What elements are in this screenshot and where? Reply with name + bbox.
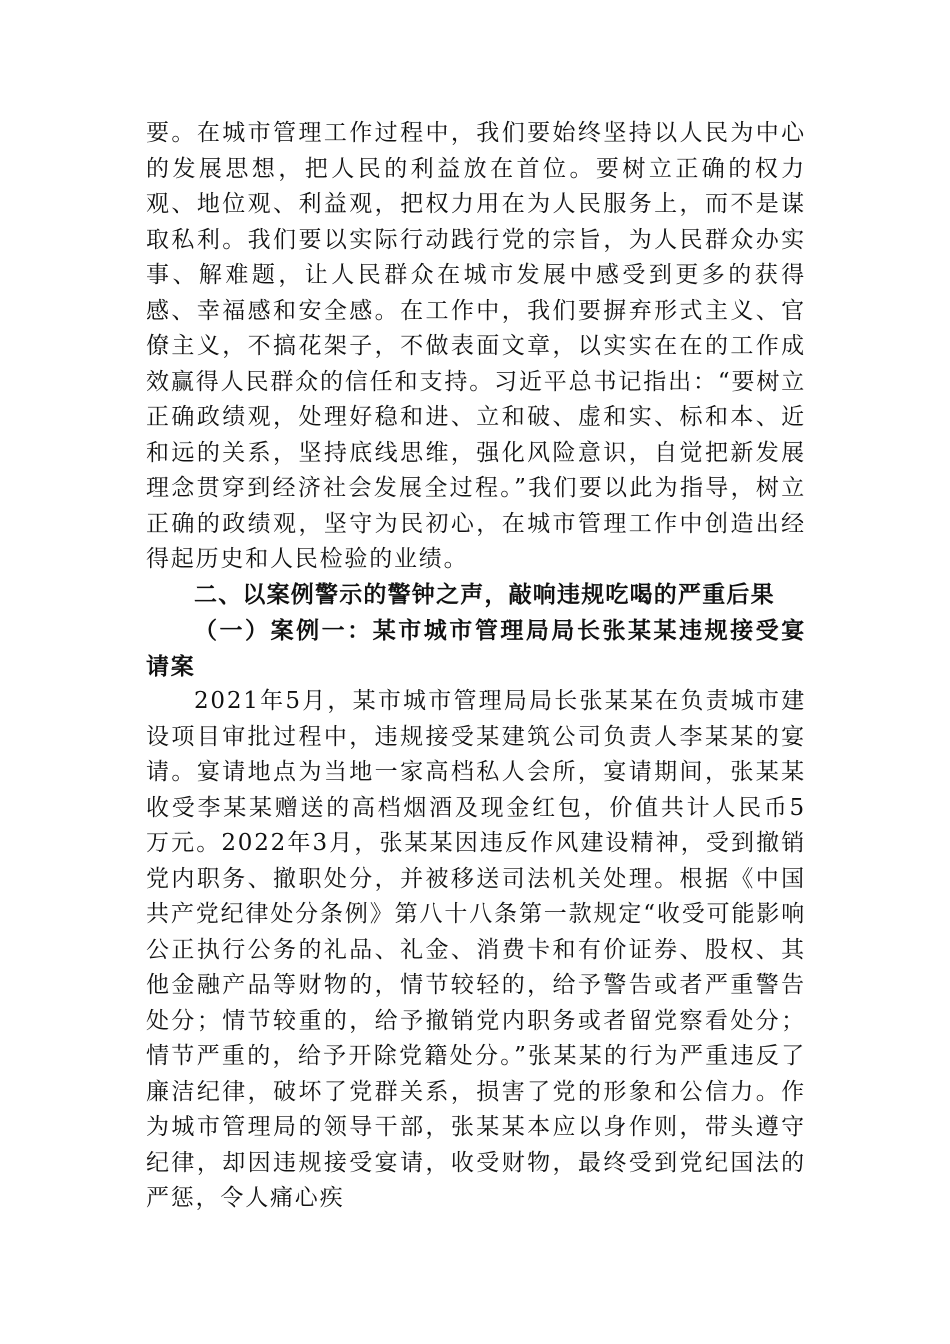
- document-body: [146, 116, 806, 1217]
- paragraph-continued: 要。在城市管理工作过程中，我们要始终坚持以人民为中心的发展思想，把人民的利益放在首位。要树立正确的权力观、地位观、利益观，把权力用在为人民服务上，而不是谋取私利。我们要以实际行动践行党的宗旨，为人民群众办实事、解难题，让人民群众在城市发展中感受到更多的获得感、幸福感和安全感。在工作中，我们要摒弃形式主义、官僚主义，不搞花架子，不做表面文章，以实实在在的工作成效赢得人民群众的信任和支持。习近平总书记指出：“要树立正确政绩观，处理好稳和进、立和破、虚和实、标和本、近和远的关系，坚持底线思维，强化风险意识，自觉把新发展理念贯穿到经济社会发展全过程。”我们要以此为指导，树立正确的政绩观，坚守为民初心，在城市管理工作中创造出经得起历史和人民检验的业绩。: [146, 120, 806, 572]
- section-heading: 二、以案例警示的警钟之声，敲响违规吃喝的严重后果: [194, 581, 775, 608]
- case-paragraph: 2021年5月，某市城市管理局局长张某某在负责城市建设项目审批过程中，违规接受某建筑公司负责人李某某的宴请。宴请地点为当地一家高档私人会所，宴请期间，张某某收受李某某赠送的高档烟酒及现金红包，价值共计人民币5万元。2022年3月，张某某因违反作风建设精神，受到撤销党内职务、撤职处分，并被移送司法机关处理。根据《中国共产党纪律处分条例》第八十八条第一款规定“收受可能影响公正执行公务的礼品、礼金、消费卡和有价证券、股权、其他金融产品等财物的，情节较轻的，给予警告或者严重警告处分；情节较重的，给予撤销党内职务或者留党察看处分；情节严重的，给予开除党籍处分。”张某某的行为严重违反了廉洁纪律，破坏了党群关系，损害了党的形象和公信力。作为城市管理局的领导干部，张某某本应以身作则，带头遵守纪律，却因违规接受宴请，收受财物，最终受到党纪国法的严惩，令人痛心疾: [146, 688, 806, 1211]
- subsection-heading: （一）案例一：某市城市管理局局长张某某违规接受宴请案: [146, 617, 806, 680]
